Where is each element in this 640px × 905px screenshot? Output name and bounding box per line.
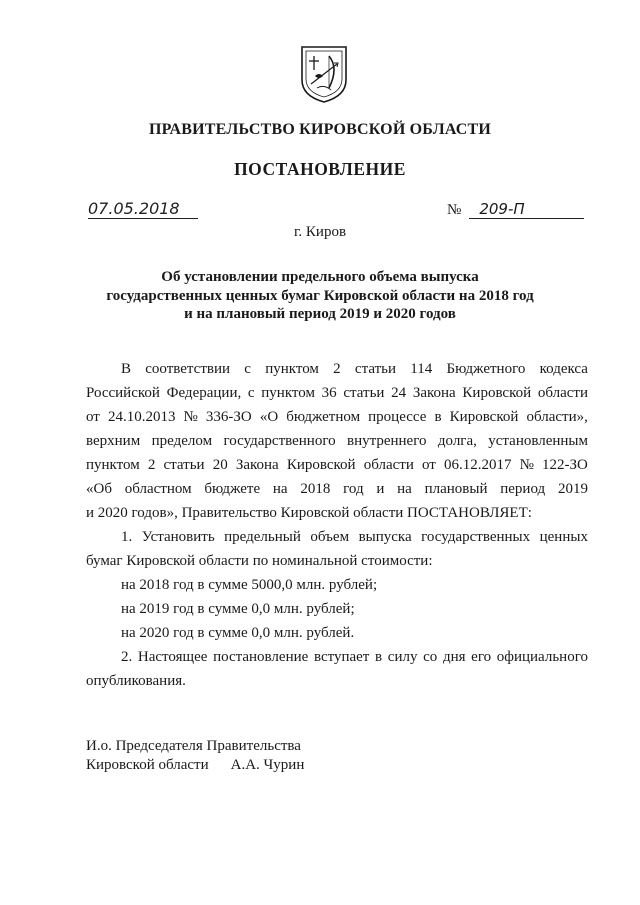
word: В [121,361,132,377]
word: со [423,649,438,665]
word: период [500,481,546,497]
word: бюджетном [286,409,361,425]
word: Кировской [286,457,356,473]
body-line: и 2020 годов», Правительство Кировской области ПОСТАНОВЛЯЕТ: [86,505,532,521]
word: официального [496,649,588,665]
word: 2 [333,361,341,377]
word: дня [442,649,466,665]
word: 122-ЗО [542,457,588,473]
title-line: и на плановый период 2019 и 2020 годов [184,306,456,322]
item-1-paragraph [86,525,588,645]
word: установленным [488,433,588,449]
word: Бюджетного [446,361,526,377]
word: 24.10.2013 [107,409,176,425]
word: области [537,385,588,401]
word: Настоящее [137,649,208,665]
number-sign: № [447,202,462,218]
word: Кировской [462,385,532,401]
city-line: г. Киров [293,224,347,240]
word: области», [526,409,588,425]
word: выпуска [358,529,412,545]
item-2-paragraph [86,645,588,693]
word: год [343,481,364,497]
word: долга, [437,433,477,449]
word: на [397,481,412,497]
word: верхним [86,433,141,449]
body-line: бумаг Кировской области по номинальной стоимости: [86,553,433,569]
body-line [86,405,588,429]
word: Кировской [449,409,519,425]
document-title [0,268,640,324]
word: процессе [368,409,427,425]
signatory-position: И.о. Председателя Правительства [86,738,301,754]
word: на [272,481,288,497]
word: бюджете [204,481,261,497]
word: статьи [354,361,397,377]
body-line [86,381,588,405]
word: Установить [141,529,215,545]
word: пределом [151,433,213,449]
sub-item: на 2018 год в сумме 5000,0 млн. рублей; [121,577,378,593]
word: постановление [213,649,309,665]
word: 36 [321,385,337,401]
word: объем [310,529,350,545]
preamble-paragraph [86,357,588,501]
word: пунктом [86,457,140,473]
coat-of-arms-icon [299,44,349,104]
word: внутреннего [347,433,427,449]
word: плановый [424,481,488,497]
body-line [86,477,588,501]
word: с [247,385,255,401]
body-line [86,645,588,669]
title-line: государственных ценных бумаг Кировской области на 2018 год [106,287,534,304]
word: соответствии [145,361,231,377]
word: «Об [86,481,112,497]
body-line: опубликования. [86,673,186,689]
word: статьи [163,457,205,473]
body-line [86,429,588,453]
word: 336-ЗО [205,409,252,425]
word: пунктом [261,385,315,401]
word: государственных [421,529,531,545]
word: государственного [223,433,336,449]
body-line [86,357,588,381]
word: от [86,409,100,425]
word: № [183,409,198,425]
word: в [375,649,383,665]
word: Закона [412,385,456,401]
word: 20 [212,457,228,473]
word: 2 [147,457,156,473]
body-line [86,453,588,477]
signatory-name: А.А. Чурин [230,756,305,773]
word: «О [259,409,279,425]
word: пунктом [265,361,319,377]
word: 24 [391,385,407,401]
signature-block [86,737,304,774]
word: № [519,457,534,473]
signatory-region: Кировской области [86,756,209,773]
word: ценных [539,529,588,545]
word: области [363,457,414,473]
document-type-heading: ПОСТАНОВЛЕНИЕ [234,159,406,179]
word: вступает [313,649,370,665]
title-line: Об установлении предельного объема выпуска [161,269,479,285]
word: Федерации, [166,385,242,401]
word: в [434,409,442,425]
word: 2. [121,649,133,665]
document-date: 07.05.2018 [88,200,198,219]
sub-item: на 2019 год в сумме 0,0 млн. рублей; [121,601,355,617]
word: 2019 [557,481,588,497]
word: от [421,457,436,473]
word: с [244,361,251,377]
word: Закона [235,457,279,473]
document-body [86,357,588,693]
signatory-line [86,756,304,775]
word: 1. [121,529,133,545]
word: 2018 [300,481,331,497]
word: кодекса [539,361,588,377]
word: статьи [343,385,385,401]
document-number: 209-П [469,200,584,219]
word: 114 [410,361,433,377]
body-line [86,525,588,549]
word: силу [387,649,418,665]
word: предельный [224,529,301,545]
word: 06.12.2017 [443,457,512,473]
sub-item: на 2020 год в сумме 0,0 млн. рублей. [121,625,355,641]
organization-heading: ПРАВИТЕЛЬСТВО КИРОВСКОЙ ОБЛАСТИ [148,121,492,138]
document-number-field [447,200,584,219]
word: его [471,649,492,665]
word: и [376,481,385,497]
word: Российской [86,385,160,401]
word: областном [124,481,192,497]
